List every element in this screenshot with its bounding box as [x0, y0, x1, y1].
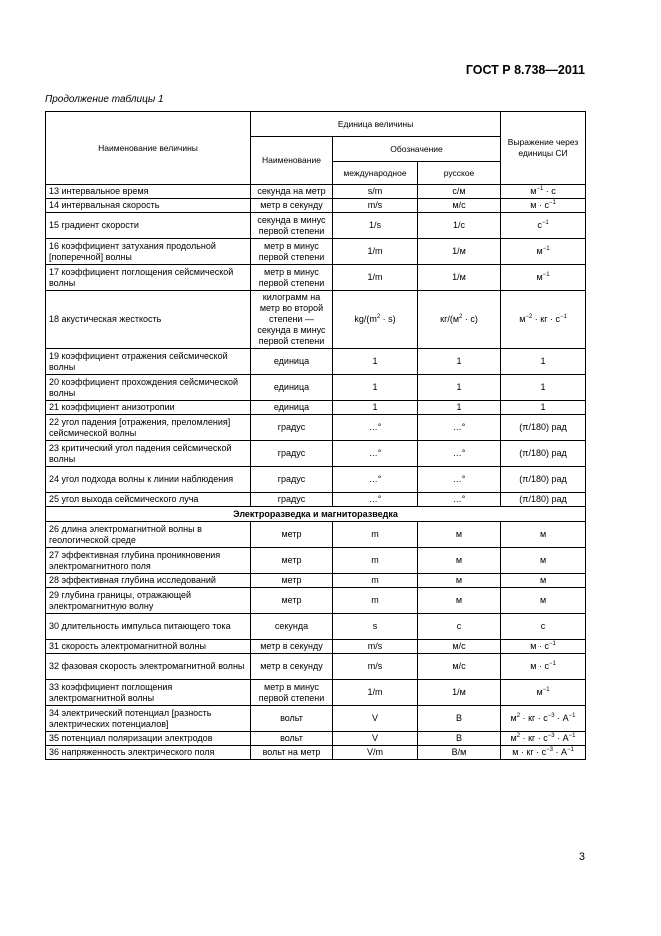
cell-intl-designation: m/s [333, 199, 418, 213]
cell-intl-designation: m [333, 548, 418, 574]
cell-unit-name: метр [251, 574, 333, 588]
cell-rus-designation: В [418, 706, 501, 732]
table-row [46, 375, 586, 401]
cell-rus-designation: м/с [418, 199, 501, 213]
table-row [46, 522, 586, 548]
table-row [46, 732, 586, 746]
cell-quantity-name: 31 скорость электромагнитной волны [46, 640, 251, 654]
table-row [46, 199, 586, 213]
cell-unit-name: градус [251, 415, 333, 441]
cell-si-expression: $м^{-2}$ · кг · $с^{-1}$ [501, 291, 586, 349]
cell-rus-designation: м/с [418, 640, 501, 654]
cell-quantity-name: 35 потенциал поляризации электродов [46, 732, 251, 746]
cell-quantity-name: 26 длина электромагнитной волны в геологической среде [46, 522, 251, 548]
cell-si-expression: м [501, 522, 586, 548]
cell-unit-name: градус [251, 467, 333, 493]
table-body-seismic [46, 185, 586, 507]
cell-quantity-name: 15 градиент скорости [46, 213, 251, 239]
cell-quantity-name: 13 интервальное время [46, 185, 251, 199]
cell-rus-designation: 1/м [418, 239, 501, 265]
cell-intl-designation: 1 [333, 375, 418, 401]
cell-rus-designation: …° [418, 467, 501, 493]
cell-intl-designation: …° [333, 467, 418, 493]
cell-unit-name: метр в минус первой степени [251, 239, 333, 265]
cell-intl-designation: V [333, 706, 418, 732]
cell-quantity-name: 23 критический угол падения сейсмической волны [46, 441, 251, 467]
table-row [46, 291, 586, 349]
cell-unit-name: градус [251, 441, 333, 467]
cell-rus-designation: м [418, 574, 501, 588]
cell-quantity-name: 36 напряженность электрического поля [46, 746, 251, 760]
table-row [46, 746, 586, 760]
cell-unit-name: метр [251, 588, 333, 614]
cell-quantity-name: 34 электрический потенциал [разность электрических потенциалов] [46, 706, 251, 732]
cell-si-expression: 1 [501, 349, 586, 375]
cell-rus-designation: с/м [418, 185, 501, 199]
col-header-unit-group: Единица величины [251, 112, 501, 137]
col-header-unit-name: Наименование [251, 137, 333, 185]
cell-quantity-name: 28 эффективная глубина исследований [46, 574, 251, 588]
cell-si-expression: 1 [501, 375, 586, 401]
cell-quantity-name: 18 акустическая жесткость [46, 291, 251, 349]
cell-quantity-name: 17 коэффициент поглощения сейсмической волны [46, 265, 251, 291]
cell-si-expression: $м \cdot с^{-1}$ [501, 199, 586, 213]
document-id: ГОСТ Р 8.738—2011 [465, 63, 585, 77]
table-row [46, 185, 586, 199]
cell-rus-designation: м [418, 522, 501, 548]
cell-quantity-name: 29 глубина границы, отражающей электромагнитную волну [46, 588, 251, 614]
cell-quantity-name: 24 угол подхода волны к линии наблюдения [46, 467, 251, 493]
table-row [46, 239, 586, 265]
cell-si-expression: $м^{-1} \cdot с$ [501, 185, 586, 199]
cell-intl-designation: 1 [333, 401, 418, 415]
cell-intl-designation: 1/m [333, 265, 418, 291]
cell-unit-name: единица [251, 401, 333, 415]
cell-unit-name: метр [251, 548, 333, 574]
cell-intl-designation: $kg/(m^2 \cdot s)$ [333, 291, 418, 349]
cell-rus-designation: В/м [418, 746, 501, 760]
cell-si-expression: м [501, 588, 586, 614]
cell-rus-designation: 1/м [418, 265, 501, 291]
col-header-russian: русское [418, 162, 501, 185]
cell-unit-name: секунда на метр [251, 185, 333, 199]
cell-unit-name: вольт на метр [251, 746, 333, 760]
cell-intl-designation: 1 [333, 349, 418, 375]
cell-intl-designation: 1/m [333, 680, 418, 706]
cell-intl-designation: 1/m [333, 239, 418, 265]
table-row [46, 654, 586, 680]
cell-si-expression: $м \cdot с^{-1}$ [501, 654, 586, 680]
cell-intl-designation: …° [333, 441, 418, 467]
section-heading: Электроразведка и магниторазведка [46, 507, 586, 522]
cell-si-expression: $м^{-1}$ [501, 265, 586, 291]
table-body-electro [46, 522, 586, 760]
table-row [46, 349, 586, 375]
cell-rus-designation: 1 [418, 401, 501, 415]
cell-rus-designation: 1 [418, 375, 501, 401]
cell-unit-name: метр в секунду [251, 199, 333, 213]
cell-si-expression: м [501, 548, 586, 574]
cell-intl-designation: m/s [333, 654, 418, 680]
cell-intl-designation: …° [333, 493, 418, 507]
cell-unit-name: вольт [251, 732, 333, 746]
table-row [46, 614, 586, 640]
cell-rus-designation: 1/м [418, 680, 501, 706]
cell-unit-name: метр в минус первой степени [251, 680, 333, 706]
col-header-name: Наименование величины [46, 112, 251, 185]
cell-si-expression: $м^{-1}$ [501, 239, 586, 265]
units-table [45, 111, 586, 760]
cell-quantity-name: 22 угол падения [отражения, преломления] сейсмической волны [46, 415, 251, 441]
cell-unit-name: метр [251, 522, 333, 548]
cell-unit-name: секунда [251, 614, 333, 640]
cell-rus-designation: 1 [418, 349, 501, 375]
cell-quantity-name: 14 интервальная скорость [46, 199, 251, 213]
cell-intl-designation: m [333, 574, 418, 588]
cell-quantity-name: 27 эффективная глубина проникновения электромагнитного поля [46, 548, 251, 574]
page-number: 3 [578, 851, 585, 863]
cell-si-expression: $м \cdot с^{-1}$ [501, 640, 586, 654]
cell-rus-designation: м [418, 588, 501, 614]
table-row [46, 265, 586, 291]
cell-si-expression: $м^2$ · кг · $с^{-3} \cdot А^{-1}$ [501, 706, 586, 732]
table-row [46, 467, 586, 493]
cell-quantity-name: 20 коэффициент прохождения сейсмической волны [46, 375, 251, 401]
cell-quantity-name: 16 коэффициент затухания продольной [поперечной] волны [46, 239, 251, 265]
cell-quantity-name: 30 длительность импульса питающего тока [46, 614, 251, 640]
cell-si-expression: с [501, 614, 586, 640]
cell-unit-name: секунда в минус первой степени [251, 213, 333, 239]
cell-si-expression: 1 [501, 401, 586, 415]
cell-intl-designation: s [333, 614, 418, 640]
cell-si-expression: м · кг · $с^{-3} \cdot А^{-1}$ [501, 746, 586, 760]
cell-rus-designation: 1/с [418, 213, 501, 239]
cell-rus-designation: …° [418, 441, 501, 467]
cell-rus-designation: с [418, 614, 501, 640]
cell-quantity-name: 19 коэффициент отражения сейсмической волны [46, 349, 251, 375]
cell-intl-designation: m [333, 588, 418, 614]
cell-intl-designation: m [333, 522, 418, 548]
cell-si-expression: (π/180) рад [501, 441, 586, 467]
cell-quantity-name: 32 фазовая скорость электромагнитной волны [46, 654, 251, 680]
cell-si-expression: $с^{-1}$ [501, 213, 586, 239]
cell-rus-designation: …° [418, 493, 501, 507]
cell-si-expression: (π/180) рад [501, 467, 586, 493]
cell-quantity-name: 21 коэффициент анизотропии [46, 401, 251, 415]
cell-intl-designation: s/m [333, 185, 418, 199]
table-row [46, 574, 586, 588]
cell-unit-name: килограмм на метр во второй степени — секунда в минус первой степени [251, 291, 333, 349]
cell-rus-designation: $кг/(м^2 \cdot с)$ [418, 291, 501, 349]
cell-unit-name: единица [251, 349, 333, 375]
cell-quantity-name: 25 угол выхода сейсмического луча [46, 493, 251, 507]
cell-unit-name: метр в секунду [251, 654, 333, 680]
cell-unit-name: метр в минус первой степени [251, 265, 333, 291]
table-row [46, 441, 586, 467]
cell-rus-designation: м/с [418, 654, 501, 680]
cell-unit-name: единица [251, 375, 333, 401]
cell-rus-designation: …° [418, 415, 501, 441]
table-row [46, 213, 586, 239]
col-header-international: международное [333, 162, 418, 185]
table-row [46, 493, 586, 507]
cell-unit-name: вольт [251, 706, 333, 732]
table-row [46, 588, 586, 614]
cell-unit-name: метр в секунду [251, 640, 333, 654]
cell-si-expression: (π/180) рад [501, 415, 586, 441]
table-row [46, 680, 586, 706]
col-header-si: Выражение через единицы СИ [501, 112, 586, 185]
cell-quantity-name: 33 коэффициент поглощения электромагнитной волны [46, 680, 251, 706]
cell-intl-designation: m/s [333, 640, 418, 654]
cell-intl-designation: 1/s [333, 213, 418, 239]
table-row [46, 401, 586, 415]
table-caption: Продолжение таблицы 1 [45, 94, 164, 105]
cell-rus-designation: В [418, 732, 501, 746]
cell-rus-designation: м [418, 548, 501, 574]
cell-si-expression: (π/180) рад [501, 493, 586, 507]
table-row [46, 706, 586, 732]
table-row [46, 415, 586, 441]
cell-si-expression: $м^2$ · кг · $с^{-3} \cdot А^{-1}$ [501, 732, 586, 746]
cell-si-expression: $м^{-1}$ [501, 680, 586, 706]
table-row [46, 548, 586, 574]
cell-unit-name: градус [251, 493, 333, 507]
cell-intl-designation: …° [333, 415, 418, 441]
col-header-designation: Обозначение [333, 137, 501, 162]
cell-si-expression: м [501, 574, 586, 588]
table-row [46, 640, 586, 654]
cell-intl-designation: V/m [333, 746, 418, 760]
cell-intl-designation: V [333, 732, 418, 746]
